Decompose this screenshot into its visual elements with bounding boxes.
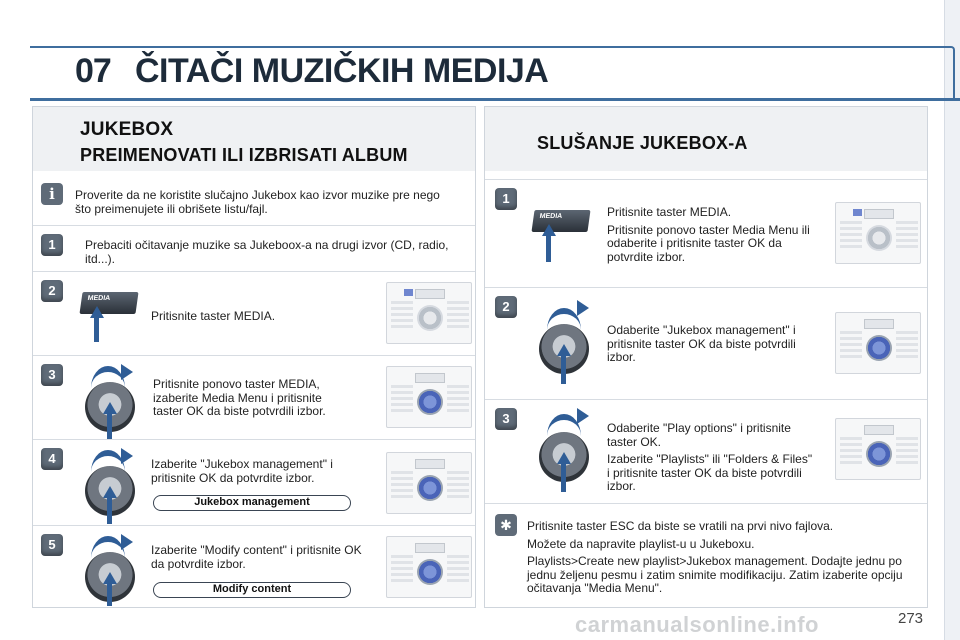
step-text <box>607 422 817 498</box>
step-text: Odaberite "Jukebox management" i pritisnite taster OK da biste potvrdili izbor. <box>607 323 796 364</box>
press-arrow-icon <box>90 306 104 318</box>
press-arrow-stem <box>107 496 112 524</box>
listening-jukebox-title: SLUŠANJE JUKEBOX-A <box>537 133 748 153</box>
right-step-1 <box>485 179 927 287</box>
chapter-title: ČITAČI MUZIČKIH MEDIJA <box>135 52 549 90</box>
left-step-3 <box>33 355 475 439</box>
step-number-badge: 1 <box>495 188 517 210</box>
step-text: Izaberite "Modify content" i pritisnite OK da potvrdite izbor. <box>151 543 362 571</box>
step-number-badge: 2 <box>495 296 517 318</box>
step-number-badge: 3 <box>495 408 517 430</box>
press-arrow-icon <box>103 486 117 498</box>
left-step-1 <box>33 225 475 271</box>
left-step-4 <box>33 439 475 525</box>
step-text: Prebaciti očitavanje muzike sa Jukeboox-a na drugi izvor (CD, radio, itd...). <box>85 238 449 266</box>
press-arrow-stem <box>107 582 112 606</box>
chapter-number: 07 <box>75 52 111 90</box>
press-arrow-icon <box>557 452 571 464</box>
info-row <box>33 175 475 225</box>
radio-panel-image <box>386 282 472 344</box>
step-number-badge: 5 <box>41 534 63 556</box>
right-step-3 <box>485 399 927 503</box>
press-arrow-stem <box>561 462 566 492</box>
jukebox-management-label: Jukebox management <box>153 495 351 511</box>
tip-2: Možete da napravite playlist-u u Jukeboxu. <box>527 536 755 551</box>
step-number-badge: 1 <box>41 234 63 256</box>
rotate-arrow-head <box>577 300 589 316</box>
radio-panel-image <box>386 366 472 428</box>
press-arrow-icon <box>103 572 117 584</box>
step-para-1: Odaberite "Play options" i pritisnite taster OK. <box>607 421 791 449</box>
left-step-2 <box>33 271 475 355</box>
radio-panel-image <box>835 312 921 374</box>
step-para-2: Izaberite "Playlists" ili "Folders & Files" i pritisnite taster OK da biste potvrdili izbor. <box>607 452 813 493</box>
step-text: Izaberite "Jukebox management" i pritisnite OK da potvrdite izbor. <box>151 457 333 485</box>
left-panel <box>32 106 476 608</box>
rotate-arrow-head <box>121 364 133 380</box>
step-text: Pritisnite taster MEDIA. <box>151 309 276 323</box>
radio-panel-image <box>386 452 472 514</box>
rotate-arrow-head <box>121 448 133 464</box>
press-arrow-icon <box>557 344 571 356</box>
info-icon: i <box>41 183 63 205</box>
step-number-badge: 4 <box>41 448 63 470</box>
press-arrow-icon <box>103 402 117 414</box>
header-rule <box>30 98 960 101</box>
jukebox-title: JUKEBOX <box>80 119 174 140</box>
right-panel <box>484 106 928 608</box>
press-arrow-stem <box>546 234 551 262</box>
radio-panel-image <box>386 536 472 598</box>
tips-row <box>485 503 927 607</box>
radio-panel-image <box>835 418 921 480</box>
press-arrow-stem <box>561 354 566 384</box>
modify-content-label: Modify content <box>153 582 351 598</box>
tip-1: Pritisnite taster ESC da biste se vratili na prvi nivo fajlova. <box>527 519 834 533</box>
rotate-arrow-head <box>121 534 133 550</box>
press-arrow-icon <box>542 224 556 236</box>
press-arrow-stem <box>107 412 112 440</box>
press-arrow-stem <box>94 316 99 342</box>
media-button[interactable]: MEDIA <box>79 292 138 314</box>
step-number-badge: 3 <box>41 364 63 386</box>
left-step-5 <box>33 525 475 607</box>
rename-delete-title: PREIMENOVATI ILI IZBRISATI ALBUM <box>80 145 408 165</box>
step-text <box>607 206 817 268</box>
watermark: carmanualsonline.info <box>575 612 819 637</box>
rotate-arrow-head <box>577 408 589 424</box>
step-para-2: Pritisnite ponovo taster Media Menu ili odaberite i pritisnite taster OK da potvrdite izbor. <box>607 222 810 264</box>
page-number: 273 <box>898 610 924 627</box>
tips-text <box>527 520 917 600</box>
media-button[interactable]: MEDIA <box>531 210 590 232</box>
step-number-badge: 2 <box>41 280 63 302</box>
tip-3: Playlists>Create new playlist>Jukebox management. Dodajte jednu po jednu željenu pesmu i zatim snimite modifikaciju. Zatim izaberite opciju očitavanja "Media Menu". <box>527 554 903 595</box>
tip-gear-icon: ✱ <box>495 514 517 536</box>
right-step-2 <box>485 287 927 399</box>
step-para-1: Pritisnite taster MEDIA. <box>607 205 732 219</box>
info-text: Proverite da ne koristite slučajno Jukebox kao izvor muzike pre nego što preimenujete ili obrišete listu/fajl. <box>75 188 440 216</box>
radio-panel-image <box>835 202 921 264</box>
step-text: Pritisnite ponovo taster MEDIA, izaberite Media Menu i pritisnite taster OK da biste potvrdili izbor. <box>153 377 326 418</box>
